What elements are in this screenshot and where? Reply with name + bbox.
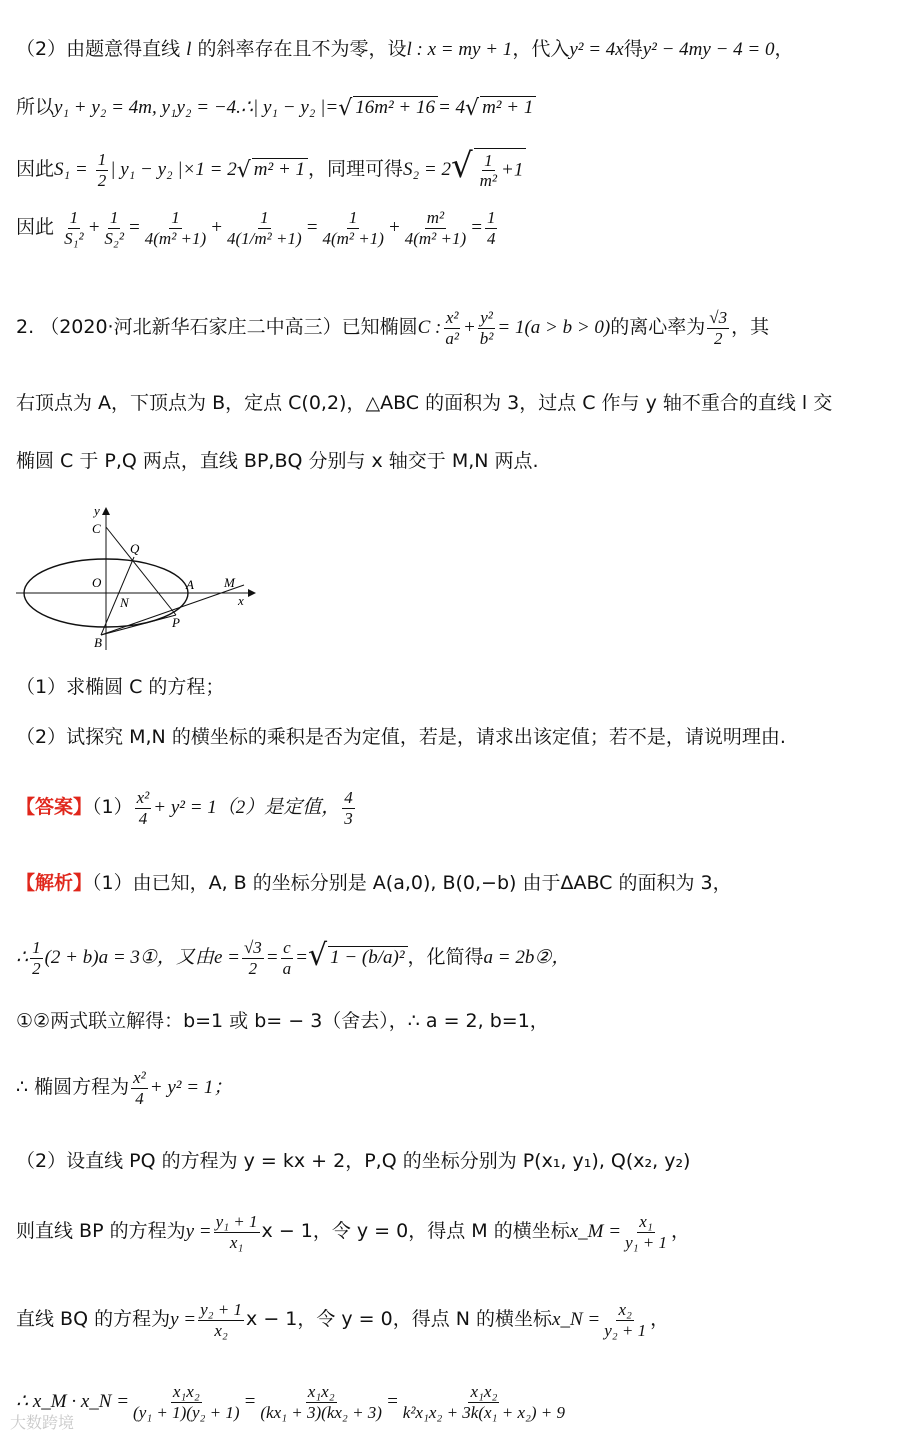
watermark: 大数跨境 (10, 1413, 75, 1432)
analysis-line-1: 【解析】（1）由已知，A, B 的坐标分别是 A(a,0), B(0,−b) 由于ΔABC 的面积为 3， (16, 872, 732, 894)
fig-label: P (172, 615, 180, 630)
analysis-line-5: （2）设直线 PQ 的方程为 y = kx + 2，P,Q 的坐标分别为 P(x₁, y₁), Q(x₂, y₂) (16, 1150, 691, 1172)
fraction: $\frac{1}{\text{m²}}$ (479, 150, 498, 191)
ellipse-figure (16, 505, 256, 655)
sub-question-1: （1）求椭圆 C 的方程； (16, 676, 225, 698)
fig-label: Q (130, 541, 140, 556)
fig-label: O (92, 575, 102, 590)
question-2-line-2: 右顶点为 A，下顶点为 B，定点 C(0,2)，△ABC 的面积为 3，过点 C 作与 y 轴不重合的直线 l 交 (16, 392, 833, 414)
fig-label: M (224, 575, 235, 590)
fig-label: B (94, 635, 102, 650)
question-2-stem: 2. （2020·河北新华石家庄二中高三）已知椭圆C : $\frac{\text{x²}}{\text{a²}}$ + $\frac{\text{y²}}{\text{b²}}$ = 1(a > b > 0)的离心率为 $\frac{√3}{2}$ ，其 (16, 308, 770, 348)
question-2-line-3: 椭圆 C 于 P,Q 两点，直线 BP,BQ 分别与 x 轴交于 M,N 两点. (16, 450, 539, 472)
part1-line-4: 因此 $\frac{1}{\text{S₁²}}$ + $\frac{1}{\text{S₂²}}$ = $\frac{1}{\text{4(m² +1)}}$ + $\frac{1}{\text{4(1/m² +1)}}$ = $\frac{1}{\text{4(m² +1)}}$ + $\frac{\text{m²}}{\text{4(m² +1)}}$ = $\frac{1}{4}$ (16, 208, 496, 248)
fig-label: A (186, 577, 194, 592)
fig-label: y (94, 505, 100, 518)
fig-label: C (92, 521, 101, 536)
analysis-line-8: ∴ x_M · x_N = $\frac{\text{x₁x₂}}{\text{(y₁ + 1)(y₂ + 1)}}$ = $\frac{\text{x₁x₂}}{\text{(kx₁ + 3)(kx₂ + 3)}}$ = $\frac{\text{x₁x₂}}{\text{k²x₁x₂ + 3k(x₁ + x₂) + 9}}$ (16, 1382, 566, 1422)
fig-label: N (120, 595, 129, 610)
analysis-line-3: ①②两式联立解得：b=1 或 b= − 3（舍去），∴ a = 2, b=1， (16, 1010, 549, 1032)
analysis-line-7: 直线 BQ 的方程为y = $\frac{\text{y₂ + 1}}{\text{x₂}}$ x − 1，令 y = 0，得点 N 的横坐标x_N = $\frac{\text{x₂}}{\text{y₂ + 1}}$ ， (16, 1300, 670, 1340)
fraction: $\frac{1}{2}$ (97, 149, 107, 190)
fig-label: x (238, 593, 244, 608)
analysis-line-6: 则直线 BP 的方程为y = $\frac{\text{y₁ + 1}}{\text{x₁}}$ x − 1，令 y = 0，得点 M 的横坐标x_M = $\frac{\text{x₁}}{\text{y₁ + 1}}$ ， (16, 1212, 691, 1252)
part1-line-1: （2）由题意得直线 l 的斜率存在且不为零，设l : x = my + 1，代入y² = 4x得y² − 4my − 4 = 0， (16, 38, 794, 60)
analysis-line-4: ∴ 椭圆方程为 $\frac{\text{x²}}{4}$ + y² = 1； (16, 1068, 233, 1108)
sub-question-2: （2）试探究 M,N 的横坐标的乘积是否为定值，若是，请求出该定值；若不是，请说明理由. (16, 726, 786, 748)
analysis-line-2: ∴ $\frac{1}{2}$ (2 + b)a = 3①，又由e = $\frac{√3}{2}$ = $\frac{c}{a}$ =√ 1 − (b/a)² ，化简得a = 2b②， (16, 938, 571, 978)
part1-line-2: 所以y₁ + y₂ = 4m, y₁y₂ = −4.∴| y₁ − y₂ |=√ 16m² + 16 = 4√ m² + 1 (16, 96, 888, 122)
part1-line-3: 因此S₁ = $\frac{1}{2}$ | y₁ − y₂ |×1 = 2√ m² + 1 ，同理可得S₂ = 2√ $\frac{1}{\text{m²}}$ +1 (16, 146, 888, 191)
answer-line: 【答案】（1） $\frac{\text{x²}}{4}$ + y² = 1（2）是定值， $\frac{4}{3}$ (16, 788, 353, 828)
